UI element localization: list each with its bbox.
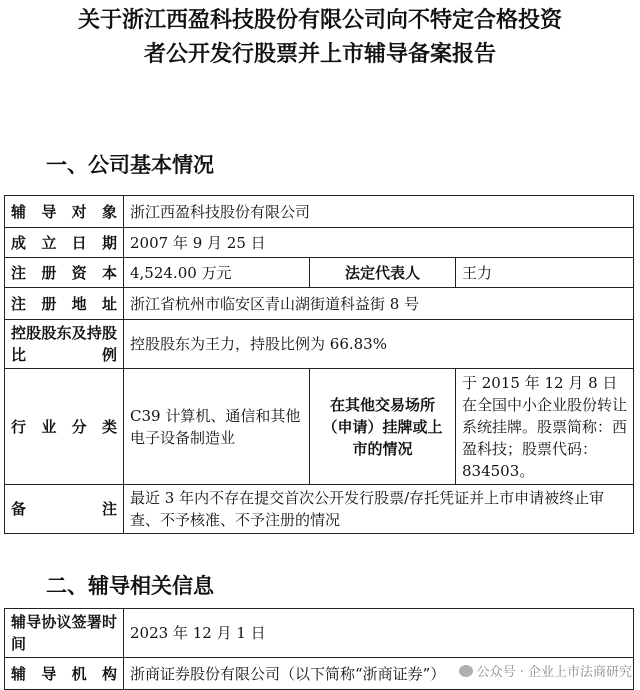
section-heading-tutoring-info: 二、辅导相关信息 bbox=[46, 574, 214, 598]
table-row bbox=[5, 196, 634, 228]
founded-value: 2007 年 9 月 25 日 bbox=[124, 228, 634, 258]
sign-value: 2023 年 12 月 1 日 bbox=[124, 609, 634, 658]
legal-rep-label: 法定代表人 bbox=[310, 258, 456, 288]
holder-value: 控股股东为王力，持股比例为 66.83% bbox=[124, 320, 634, 369]
table-row bbox=[5, 288, 634, 320]
remark-label: 备注 bbox=[5, 485, 124, 534]
capital-value: 4,524.00 万元 bbox=[124, 258, 310, 288]
document-title bbox=[0, 4, 640, 72]
title-line-1: 关于浙江西盈科技股份有限公司向不特定合格投资 bbox=[77, 8, 562, 33]
tutee-value: 浙江西盈科技股份有限公司 bbox=[124, 196, 634, 228]
founded-label: 成立日期 bbox=[5, 228, 124, 258]
wechat-icon bbox=[459, 665, 473, 677]
industry-label: 行业分类 bbox=[5, 369, 124, 485]
section-heading-company-info: 一、公司基本情况 bbox=[46, 153, 214, 177]
sign-label: 辅导协议签署时间 bbox=[5, 609, 124, 658]
table-row bbox=[5, 369, 634, 485]
agency-label: 辅导机构 bbox=[5, 658, 124, 690]
table-row bbox=[5, 485, 634, 534]
table-row bbox=[5, 609, 634, 658]
table-row bbox=[5, 258, 634, 288]
table-row bbox=[5, 320, 634, 369]
tutee-label: 辅导对象 bbox=[5, 196, 124, 228]
watermark-text: 公众号 · 企业上市法商研究 bbox=[476, 665, 632, 680]
agency-value: 浙商证券股份有限公司（以下简称“浙商证券”） bbox=[124, 658, 634, 690]
legal-rep-value: 王力 bbox=[456, 258, 634, 288]
remark-value: 最近 3 年内不存在提交首次公开发行股票/存托凭证并上市申请被终止审查、不予核准、不予注册的情况 bbox=[124, 485, 634, 534]
title-line-2: 者公开发行股票并上市辅导备案报告 bbox=[143, 42, 496, 67]
listing-value: 于 2015 年 12 月 8 日在全国中小企业股份转让系统挂牌。股票简称：西盈科技；股票代码：834503。 bbox=[456, 369, 634, 485]
table-row bbox=[5, 228, 634, 258]
address-label: 注册地址 bbox=[5, 288, 124, 320]
address-value: 浙江省杭州市临安区青山湖街道科益街 8 号 bbox=[124, 288, 634, 320]
listing-label: 在其他交易场所（申请）挂牌或上市的情况 bbox=[310, 369, 456, 485]
company-info-table bbox=[4, 195, 634, 534]
industry-value: C39 计算机、通信和其他电子设备制造业 bbox=[124, 369, 310, 485]
holder-label: 控股股东及持股比例 bbox=[5, 320, 124, 369]
watermark bbox=[459, 661, 632, 680]
capital-label: 注册资本 bbox=[5, 258, 124, 288]
